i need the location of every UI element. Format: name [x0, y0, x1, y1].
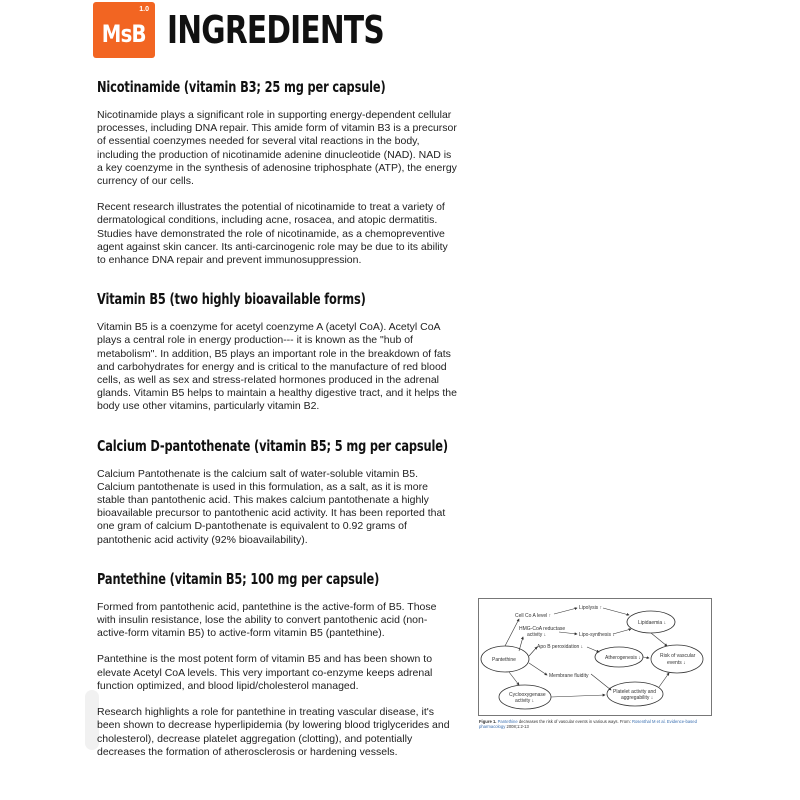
- label-risk-2: events ↓: [667, 660, 686, 666]
- label-cyclooxygenase: Cyclooxygenase: [509, 692, 546, 698]
- page-title: INGREDIENTS: [167, 8, 384, 52]
- paragraph: Nicotinamide plays a significant role in supporting energy-dependent cellular processes, including DNA repair. This amide form of vitamin B3 is a precursor of essential coenzymes needed for several vital reactions in the body, including the production of nicotinamide adenine dinucleotide (NAD). NAD is a key coenzyme in the synthesis of adenosine triphosphate (ATP), the energy currency of our cells.: [97, 109, 457, 188]
- paragraph: Calcium Pantothenate is the calcium salt of water-soluble vitamin B5. Calcium pantothenate is used in this formulation, as a salt, as it is more stable than pantothenic acid. This makes calcium pantothenate a highly bioavailable precursor to pantothenic acid activity. It has been reported that one gram of calcium D-pantothenate is equivalent to 0.92 grams of pantothenic acid activity (92% bioavailability).: [97, 467, 446, 546]
- pantethine-diagram: [478, 598, 712, 716]
- figure-caption: [479, 719, 715, 730]
- logo-version: 1.0: [139, 6, 149, 13]
- label-cyclooxygenase-2: activity ↓: [515, 698, 535, 704]
- label-lipolysis: Lipolysis ↑: [579, 605, 603, 611]
- paragraph: Research highlights a role for pantethine in treating vascular disease, it's been shown to decrease hyperlipidemia (by lowering blood triglycerides and cholesterol), decrease platelet aggregation (clotting), and potentially decreases the formation of atherosclerosis or hardening vessels.: [97, 706, 450, 758]
- label-apo-b: Apo B peroxidation ↓: [537, 644, 584, 650]
- caption-prefix: Figure 1.: [479, 719, 497, 724]
- section-nicotinamide: [97, 78, 455, 267]
- caption-text: decreases the risk of vascular events in various ways. From:: [518, 719, 631, 724]
- paragraph: Formed from pantothenic acid, pantethine is the active-form of B5. Those with insulin resistance, lose the ability to convert pantothenic acid (non-active-form vitamin B5) to active-form vitamin B5 (pantethine).: [97, 600, 437, 640]
- label-lipidaemia: Lipidaemia ↓: [638, 620, 667, 626]
- label-membrane: Membrane fluidity: [549, 673, 589, 679]
- diagram-svg: [479, 599, 711, 715]
- caption-source[interactable]: Rosenthal M et al. Evidence-based pharmacology: [479, 719, 697, 730]
- caption-end: 2008;1:2-13: [506, 724, 529, 730]
- section-calcium-pantothenate: [97, 437, 455, 547]
- label-risk: Risk of vascular: [660, 653, 696, 659]
- paragraph: Recent research illustrates the potential of nicotinamide to treat a variety of dermatological conditions, including acne, rosacea, and atopic dermatitis. Studies have demonstrated the role of nicotinamide, as a chemopreventive agent against skin cancer. Its anti-carcinogenic role may be due to its ability to enhance DNA repair and prevent immunosuppression.: [97, 201, 448, 267]
- section-heading: Nicotinamide (vitamin B3; 25 mg per capsule): [97, 78, 386, 96]
- header: [93, 2, 445, 58]
- section-heading: Pantethine (vitamin B5; 100 mg per capsule): [97, 569, 380, 588]
- paragraph: Pantethine is the most potent form of vitamin B5 and has been shown to elevate Acetyl CoA levels. This very important co-enzyme keeps adrenal function optimized, and blood lipid/cholesterol managed.: [97, 653, 433, 692]
- label-hmg: HMG-CoA reductase: [519, 626, 566, 632]
- label-platelet-2: aggregability ↓: [621, 695, 654, 701]
- section-heading: Vitamin B5 (two highly bioavailable forms): [97, 290, 366, 309]
- node-risk: [651, 645, 703, 673]
- section-heading: Calcium D-pantothenate (vitamin B5; 5 mg per capsule): [97, 436, 448, 455]
- label-pantethine: Pantethine: [492, 657, 516, 663]
- logo-text: MsB: [102, 20, 146, 48]
- section-vitamin-b5: [97, 290, 455, 413]
- caption-link[interactable]: Pantethine: [497, 719, 518, 724]
- brand-logo: [93, 2, 155, 58]
- label-lipo-synthesis: Lipo-synthesis ↓: [579, 632, 615, 638]
- ingredients-content: [97, 78, 455, 782]
- label-hmg-2: activity ↓: [527, 632, 547, 638]
- paragraph: Vitamin B5 is a coenzyme for acetyl coenzyme A (acetyl CoA). Acetyl CoA plays a central role in energy production--- it is known as the "hub of metabolism". In addition, B5 plays an important role in the breakdown of fats and carbohydrates for energy and is critical to the manufacture of red blood cells, as well as sex and stress-related hormones produced in the adrenal glands. Vitamin B5 helps to maintain a healthy digestive tract, and it helps the body use other vitamins, particularly vitamin B2.: [97, 321, 457, 413]
- label-cell-coa: Cell Co A level ↑: [515, 613, 552, 619]
- label-atherogenesis: Atherogenesis ↓: [605, 655, 641, 661]
- label-platelet: Platelet activity and: [613, 689, 657, 695]
- section-pantethine: [97, 570, 455, 759]
